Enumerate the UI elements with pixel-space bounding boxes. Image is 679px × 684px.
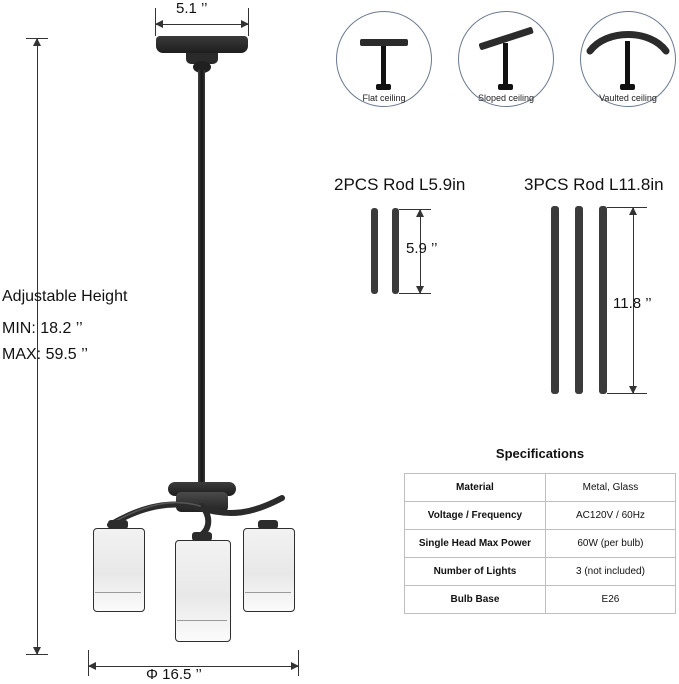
shade-middle-band xyxy=(177,620,227,621)
table-row xyxy=(405,586,676,614)
rod-long-1 xyxy=(551,206,559,394)
rod-group2-title: 3PCS Rod L11.8in xyxy=(524,175,664,194)
diameter-arrow-left xyxy=(88,662,96,670)
top-width-label: 5.1 ’’ xyxy=(176,0,208,17)
rod-short-1 xyxy=(371,208,378,294)
spec-key-bulb-base: Bulb Base xyxy=(405,586,546,614)
table-row xyxy=(405,474,676,502)
sloped-ceiling-caption: Sloped ceiling xyxy=(477,93,535,103)
rod-long-length-label: 11.8 ’’ xyxy=(613,295,652,312)
shade-right-collar xyxy=(258,520,278,529)
table-row xyxy=(405,502,676,530)
flat-ceiling-caption: Flat ceiling xyxy=(362,93,406,103)
shade-left xyxy=(93,528,145,612)
top-width-arrow-left xyxy=(155,20,163,28)
rod-long-2 xyxy=(575,206,583,394)
height-arrow-top xyxy=(33,38,41,46)
spec-value-number-of-lights: 3 (not included) xyxy=(545,558,675,586)
rod-long-bottom-tick xyxy=(607,393,647,394)
min-height-label: MIN: 18.2 ’’ xyxy=(2,320,83,337)
rod-long-top-tick xyxy=(607,207,647,208)
spec-key-number-of-lights: Number of Lights xyxy=(405,558,546,586)
rod-short-length-label: 5.9 ’’ xyxy=(406,240,438,257)
rod-short-arrow-bottom xyxy=(416,286,424,294)
rod-short-2 xyxy=(392,208,399,294)
spec-key-max-power: Single Head Max Power xyxy=(405,530,546,558)
shade-middle xyxy=(175,540,231,642)
spec-value-bulb-base: E26 xyxy=(545,586,675,614)
down-rod xyxy=(198,70,205,485)
height-arrow-bottom xyxy=(33,647,41,655)
shade-right-band xyxy=(245,592,291,593)
shade-left-band xyxy=(95,592,141,593)
rod-short-top-tick xyxy=(399,209,431,210)
shade-left-collar xyxy=(108,520,128,529)
spec-key-material: Material xyxy=(405,474,546,502)
rod-short-bottom-tick xyxy=(399,293,431,294)
ceiling-canopy xyxy=(156,36,248,53)
rod-group1-title: 2PCS Rod L5.9in xyxy=(334,175,466,194)
rod-long-3 xyxy=(599,206,607,394)
diameter-arrow-right xyxy=(291,662,299,670)
shade-middle-collar xyxy=(192,532,212,541)
table-row xyxy=(405,558,676,586)
spec-value-material: Metal, Glass xyxy=(545,474,675,502)
top-width-arrow-right xyxy=(241,20,249,28)
bottom-diameter-label: Φ 16.5 ’’ xyxy=(146,666,202,683)
specifications-title: Specifications xyxy=(405,436,676,474)
rod-long-arrow-top xyxy=(629,207,637,215)
spec-value-voltage: AC120V / 60Hz xyxy=(545,502,675,530)
rod-long-arrow-bottom xyxy=(629,386,637,394)
specifications-title-row xyxy=(405,436,676,474)
rod-short-arrow-top xyxy=(416,209,424,217)
max-height-label: MAX: 59.5 ’’ xyxy=(2,346,88,363)
vaulted-ceiling-caption: Vaulted ceiling xyxy=(599,93,657,103)
specifications-table xyxy=(404,436,676,614)
top-width-line xyxy=(155,24,249,25)
table-row xyxy=(405,530,676,558)
spec-key-voltage: Voltage / Frequency xyxy=(405,502,546,530)
shade-right xyxy=(243,528,295,612)
adjustable-height-label: Adjustable Height xyxy=(2,288,128,305)
spec-value-max-power: 60W (per bulb) xyxy=(545,530,675,558)
